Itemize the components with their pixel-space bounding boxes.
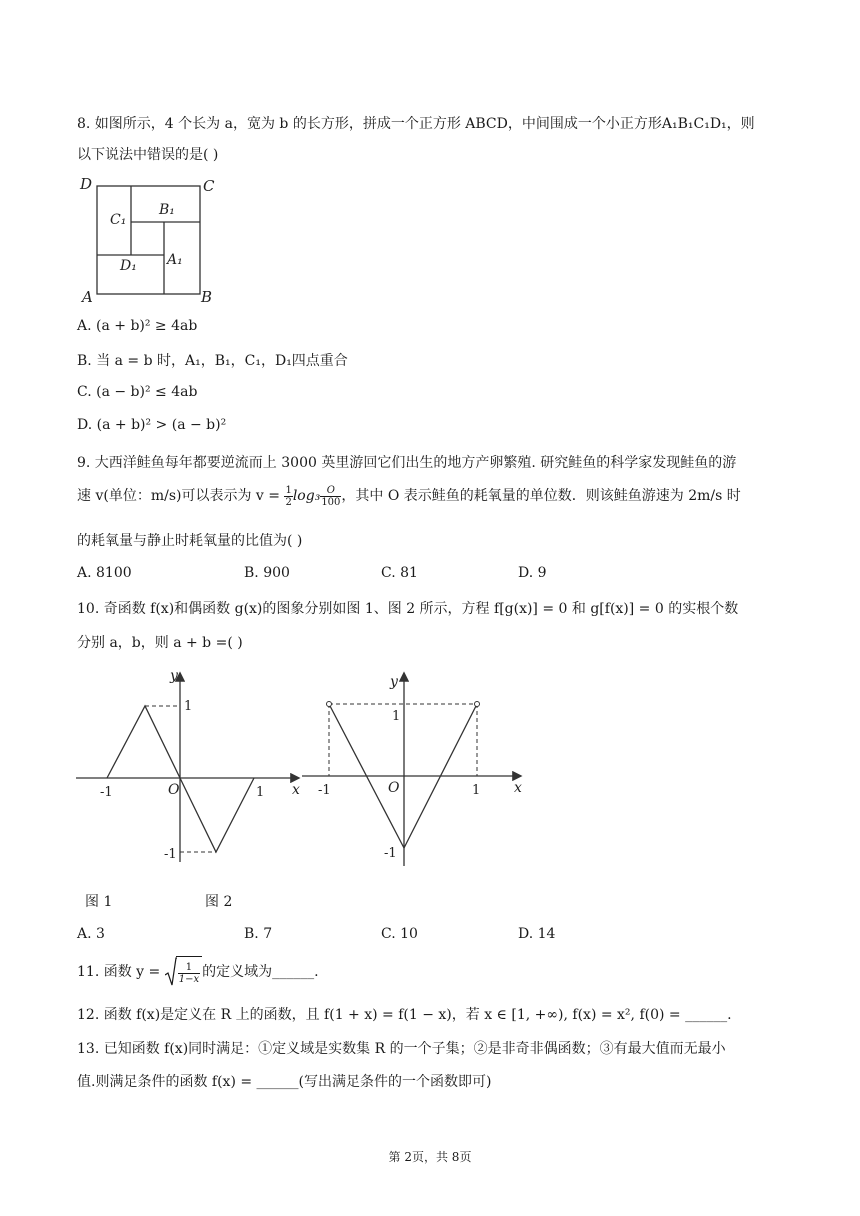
q9-frac-o xyxy=(320,485,341,508)
q9-frac-half-num: 1 xyxy=(285,484,292,496)
g1-origin: O xyxy=(168,782,180,798)
q9-option-d: D. 9 xyxy=(518,565,547,581)
q9-log: log₃ xyxy=(292,488,321,504)
q8-square-figure xyxy=(76,174,226,306)
label-B1: B₁ xyxy=(159,202,175,218)
g1-pos1-y: 1 xyxy=(184,699,193,714)
q10-option-a: A. 3 xyxy=(77,926,105,942)
g2-x-label: x xyxy=(514,780,522,796)
q10-option-d: D. 14 xyxy=(518,926,556,942)
q9-frac-half-den: 2 xyxy=(285,496,292,508)
g2-pos1-x: 1 xyxy=(472,783,481,798)
q11-frac-num: 1 xyxy=(178,962,200,974)
g1-neg1-y: -1 xyxy=(164,847,177,862)
q10-stem-line1: 10. 奇函数 f(x)和偶函数 g(x)的图象分别如图 1、图 2 所示，方程 f[g(x)] = 0 和 g[f(x)] = 0 的实根个数 xyxy=(77,601,739,617)
q10-graph1 xyxy=(72,664,312,874)
q10-graph2 xyxy=(298,664,538,874)
q11-frac-den: 1−x xyxy=(178,973,200,985)
q9-line2-prefix: 速 v(单位：m/s)可以表示为 v = xyxy=(77,488,280,504)
g1-neg1-x: -1 xyxy=(100,785,113,800)
q8-stem-line1: 8. 如图所示，4 个长为 a，宽为 b 的长方形，拼成一个正方形 ABCD，中间围成一个小正方形A₁B₁C₁D₁，则 xyxy=(77,116,755,132)
q10-caption-2: 图 2 xyxy=(205,894,233,910)
q11-frac xyxy=(178,962,200,985)
q9-stem-line2 xyxy=(77,484,741,508)
g1-pos1-x: 1 xyxy=(256,785,265,800)
label-D: D xyxy=(80,175,93,193)
label-D1: D₁ xyxy=(120,258,137,274)
g2-pos1-y: 1 xyxy=(392,709,401,724)
q13-stem-line2: 值.则满足条件的函数 f(x) = ______(写出满足条件的一个函数即可) xyxy=(77,1074,492,1090)
q11-sqrt xyxy=(165,956,202,988)
label-A: A xyxy=(82,288,93,306)
q9-frac-o-num: O xyxy=(320,485,341,497)
g2-neg1-y: -1 xyxy=(384,846,397,861)
q9-line2-suffix: ，其中 O 表示鲑鱼的耗氧量的单位数．则该鲑鱼游速为 2m/s 时 xyxy=(341,488,741,504)
q11-suffix: 的定义域为______. xyxy=(202,964,319,980)
q9-frac-half xyxy=(284,485,292,508)
label-C: C xyxy=(203,177,215,195)
q8-option-a: A. (a + b)² ≥ 4ab xyxy=(77,318,198,334)
q12-stem: 12. 函数 f(x)是定义在 R 上的函数，且 f(1 + x) = f(1 − x)，若 x ∈ [1, +∞), f(x) = x², f(0) = ______. xyxy=(77,1007,732,1023)
page-footer: 第 2页，共 8页 xyxy=(388,1150,472,1164)
q10-stem-line2: 分别 a，b，则 a + b =( ) xyxy=(77,635,243,651)
q9-stem-line3: 的耗氧量与静止时耗氧量的比值为( ) xyxy=(77,533,303,549)
q11-stem xyxy=(77,956,319,988)
q13-stem-line1: 13. 已知函数 f(x)同时满足：①定义域是实数集 R 的一个子集；②是非奇非偶函数；③有最大值而无最小 xyxy=(77,1041,726,1057)
q9-option-c: C. 81 xyxy=(381,565,418,581)
q10-caption-1: 图 1 xyxy=(85,894,113,910)
g2-neg1-x: -1 xyxy=(318,783,331,798)
q9-frac-o-den: 100 xyxy=(321,496,341,508)
q8-option-c: C. (a − b)² ≤ 4ab xyxy=(77,384,198,400)
g2-origin: O xyxy=(388,780,400,796)
label-C1: C₁ xyxy=(110,212,127,228)
g2-y-label: y xyxy=(390,674,398,690)
g1-x-label: x xyxy=(292,782,300,798)
q11-prefix: 11. 函数 y = xyxy=(77,964,161,980)
label-B: B xyxy=(201,288,213,306)
q8-option-b: B. 当 a = b 时，A₁，B₁，C₁，D₁四点重合 xyxy=(77,353,348,369)
q8-option-d: D. (a + b)² > (a − b)² xyxy=(77,417,227,433)
q8-stem-line2: 以下说法中错误的是( ) xyxy=(77,147,219,163)
label-A1: A₁ xyxy=(167,252,183,268)
q9-stem-line1: 9. 大西洋鲑鱼每年都要逆流而上 3000 英里游回它们出生的地方产卵繁殖. 研究鲑鱼的科学家发现鲑鱼的游 xyxy=(77,455,737,471)
g1-y-label: y xyxy=(170,668,178,684)
q9-option-b: B. 900 xyxy=(244,565,290,581)
q10-option-b: B. 7 xyxy=(244,926,273,942)
q10-option-c: C. 10 xyxy=(381,926,418,942)
q9-option-a: A. 8100 xyxy=(77,565,132,581)
